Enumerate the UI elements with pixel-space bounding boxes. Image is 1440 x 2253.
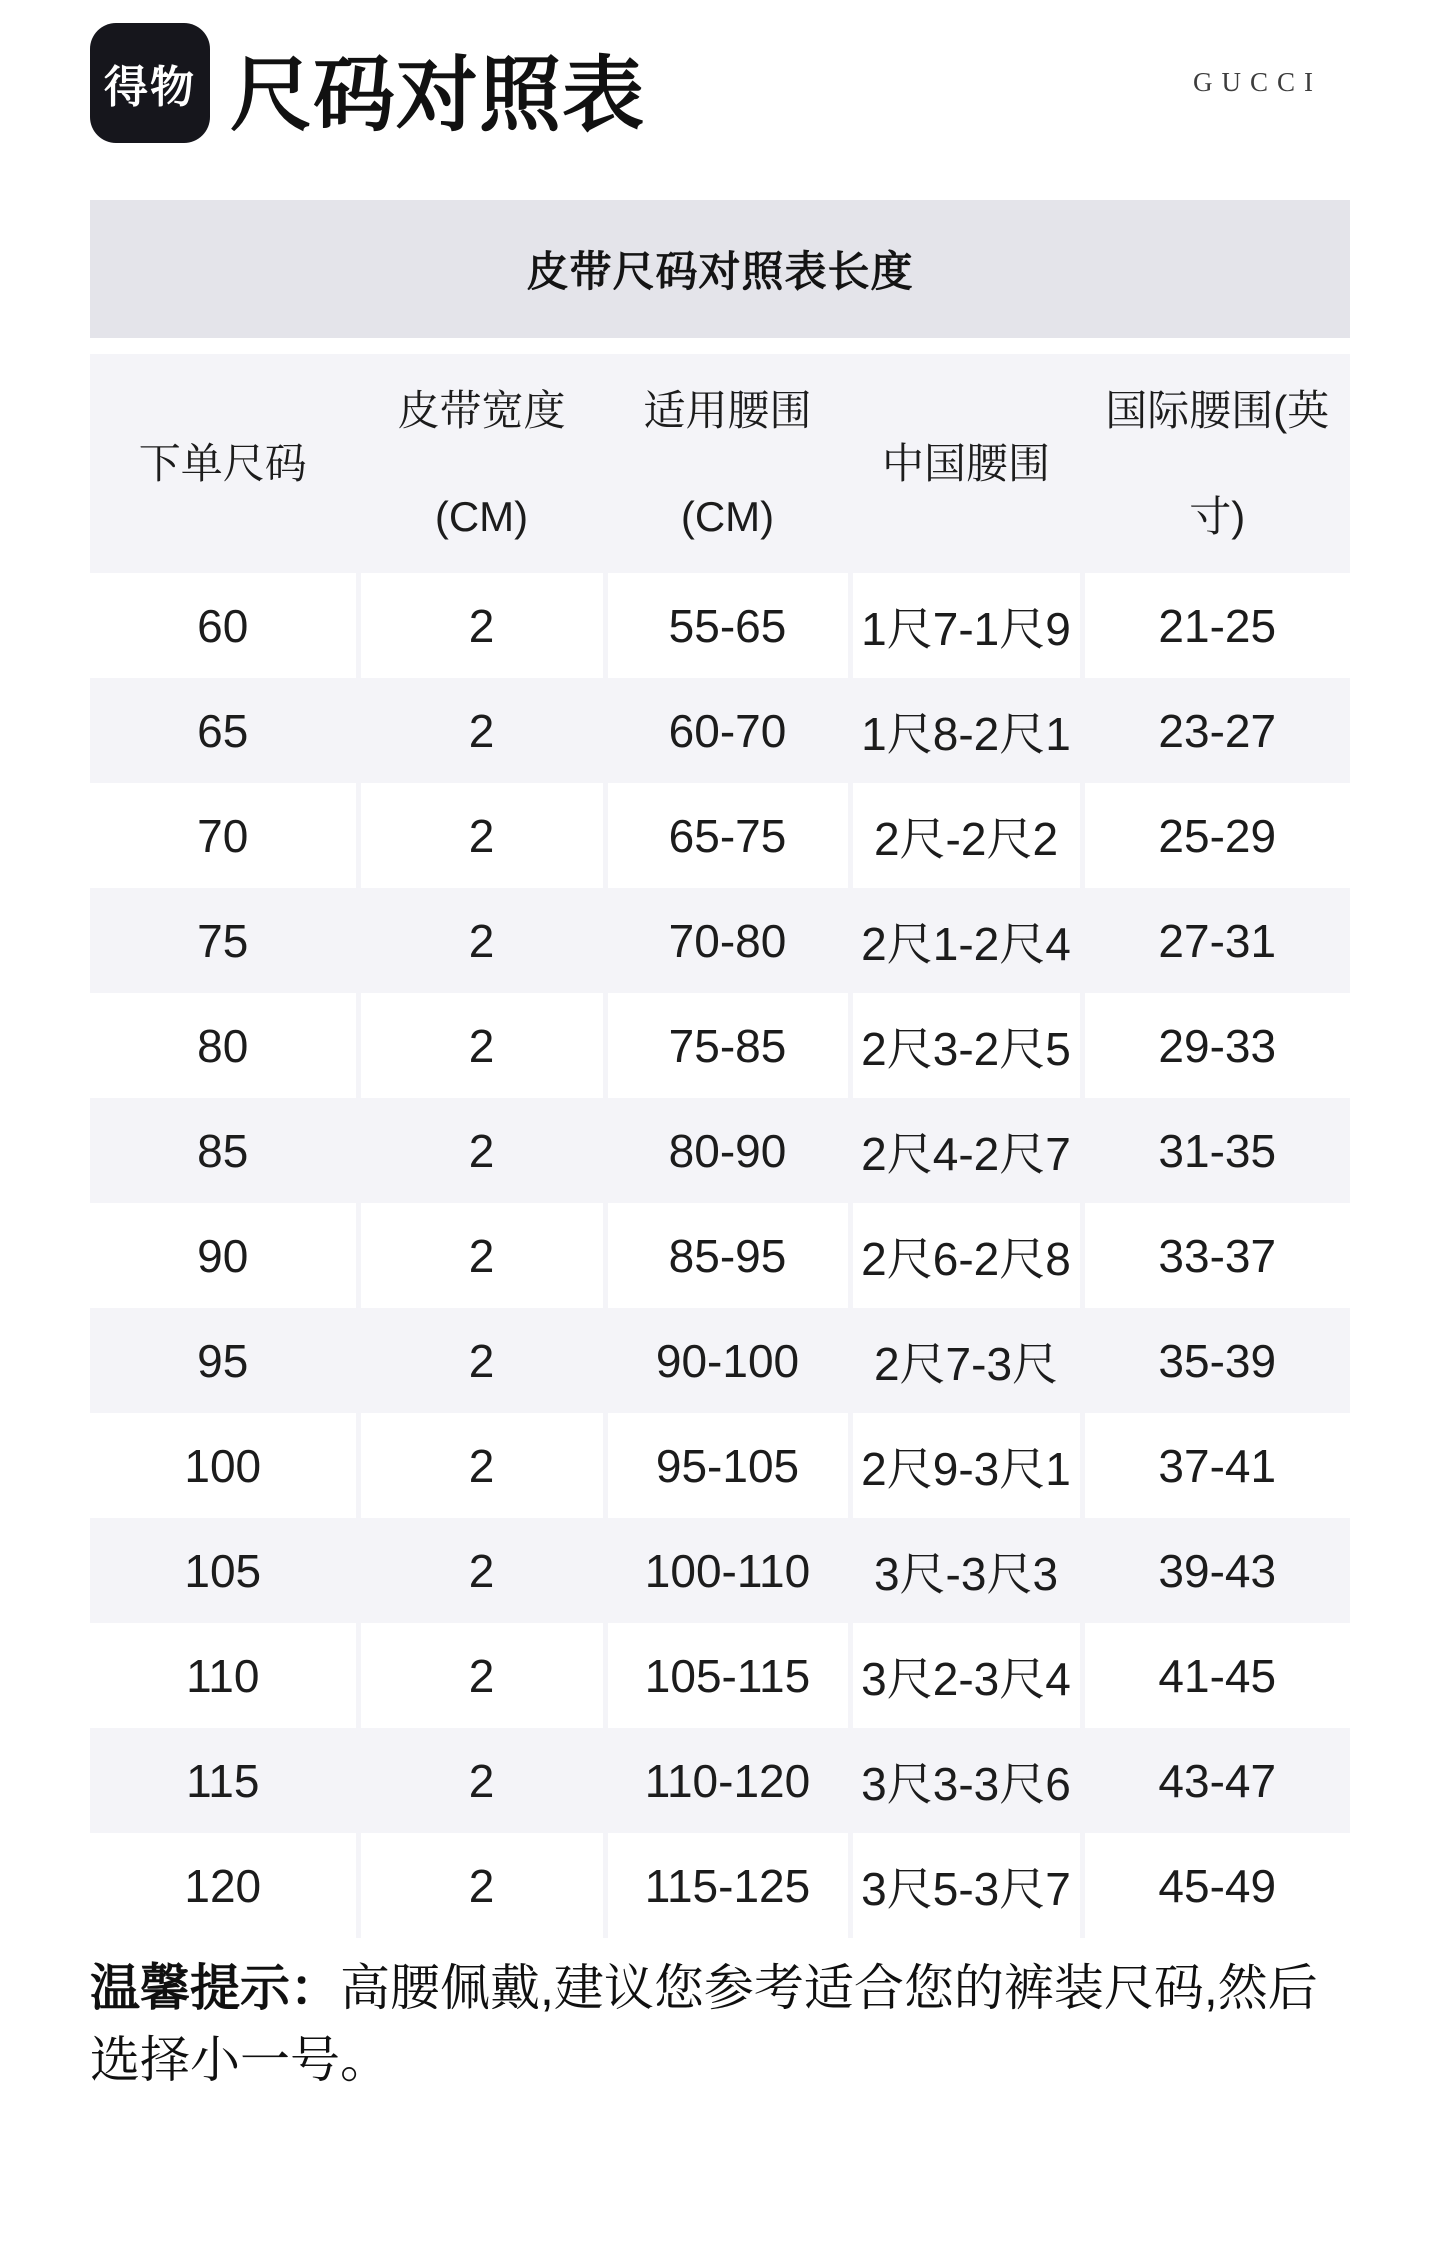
table-cell: 2 (358, 1518, 605, 1623)
table-row-70 (90, 783, 1350, 888)
table-cell: 65 (90, 678, 358, 783)
table-cell: 2 (358, 783, 605, 888)
table-cell: 1尺8-2尺1 (850, 678, 1082, 783)
table-cell: 27-31 (1158, 914, 1277, 967)
table-cell: 95-105 (605, 1413, 850, 1518)
table-cell: 3尺-3尺3 (850, 1518, 1082, 1623)
table-cell: 41-45 (1082, 1623, 1350, 1728)
col-header-fit-waist: 适用腰围 (CM) (605, 354, 850, 573)
table-cell: 100-110 (605, 1518, 850, 1623)
table-cell: 2 (358, 678, 605, 783)
table-banner-text: 皮带尺码对照表长度 (526, 248, 914, 295)
table-cell: 21-25 (1082, 573, 1350, 678)
table-cell: 90 (90, 1203, 358, 1308)
note-label: 温馨提示： (90, 1960, 340, 2016)
table-row-90 (90, 1203, 1350, 1308)
col-header-order-size: 下单尺码 (90, 354, 358, 573)
table-cell: 2 (358, 1203, 605, 1308)
dewu-logo (90, 23, 210, 143)
table-cell: 3尺2-3尺4 (850, 1623, 1082, 1728)
size-table (90, 354, 1350, 1938)
table-cell: 31-35 (1158, 1124, 1277, 1177)
brand-gucci: GUCCI (1192, 67, 1322, 97)
table-cell: 110-120 (605, 1728, 850, 1833)
table-cell: 33-37 (1082, 1203, 1350, 1308)
table-cell: 1尺7-1尺9 (850, 573, 1082, 678)
table-cell: 85-95 (605, 1203, 850, 1308)
table-cell: 115-125 (605, 1833, 850, 1938)
table-cell: 70 (90, 783, 358, 888)
table-row-95 (90, 1308, 1350, 1413)
table-row-60 (90, 573, 1350, 678)
table-cell: 120 (90, 1833, 358, 1938)
table-cell: 35-39 (1158, 1334, 1277, 1387)
table-cell: 60 (90, 573, 358, 678)
table-cell: 2 (358, 1308, 605, 1413)
table-cell: 115 (90, 1728, 358, 1833)
table-cell: 105-115 (605, 1623, 850, 1728)
table-cell: 2尺7-3尺 (850, 1308, 1082, 1413)
table-cell: 39-43 (1158, 1544, 1277, 1597)
table-cell: 95 (90, 1308, 358, 1413)
table-cell: 23-27 (1158, 704, 1277, 757)
table-cell: 29-33 (1082, 993, 1350, 1098)
note-text: 高腰佩戴,建议您参考适合您的裤装尺码,然后选择小一号。 (90, 1960, 1318, 2088)
table-row-115 (90, 1728, 1350, 1833)
col-header-belt-width: 皮带宽度 (CM) (358, 354, 605, 573)
table-cell: 2 (358, 1413, 605, 1518)
table-cell: 100 (90, 1413, 358, 1518)
table-cell: 70-80 (605, 888, 850, 993)
table-cell: 25-29 (1082, 783, 1350, 888)
table-cell: 37-41 (1082, 1413, 1350, 1518)
table-row-65 (90, 678, 1350, 783)
table-banner (90, 200, 1350, 338)
table-cell: 85 (90, 1098, 358, 1203)
table-cell: 3尺3-3尺6 (850, 1728, 1082, 1833)
table-cell: 2尺3-2尺5 (850, 993, 1082, 1098)
size-table-head (90, 354, 1350, 573)
header-row (90, 354, 1350, 573)
col-header-intl-waist: 国际腰围(英 寸) (1105, 386, 1330, 540)
table-row-80 (90, 993, 1350, 1098)
table-row-105 (90, 1518, 1350, 1623)
table-cell: 110 (90, 1623, 358, 1728)
table-cell: 80-90 (605, 1098, 850, 1203)
table-cell: 2 (358, 573, 605, 678)
dewu-logo-text: 得物 (104, 63, 196, 112)
table-row-120 (90, 1833, 1350, 1938)
table-cell: 45-49 (1082, 1833, 1350, 1938)
table-cell: 2 (358, 1623, 605, 1728)
table-cell: 2 (358, 1833, 605, 1938)
table-row-100 (90, 1413, 1350, 1518)
col-header-china-waist: 中国腰围 (850, 354, 1082, 573)
table-row-110 (90, 1623, 1350, 1728)
table-cell: 105 (90, 1518, 358, 1623)
table-cell: 3尺5-3尺7 (850, 1833, 1082, 1938)
table-cell: 2尺-2尺2 (850, 783, 1082, 888)
table-cell: 80 (90, 993, 358, 1098)
table-cell: 2 (358, 888, 605, 993)
table-cell: 2 (358, 1728, 605, 1833)
page-title: 尺码对照表 (230, 50, 646, 141)
table-cell: 2 (358, 1098, 605, 1203)
table-cell: 2尺1-2尺4 (850, 888, 1082, 993)
note (90, 1952, 1350, 2096)
table-cell: 2尺4-2尺7 (850, 1098, 1082, 1203)
table-cell: 43-47 (1158, 1754, 1277, 1807)
size-table-body (90, 573, 1350, 1938)
table-cell: 2尺9-3尺1 (850, 1413, 1082, 1518)
table-cell: 2尺6-2尺8 (850, 1203, 1082, 1308)
table-cell: 90-100 (605, 1308, 850, 1413)
table-cell: 75 (90, 888, 358, 993)
table-cell: 60-70 (605, 678, 850, 783)
header (90, 23, 1350, 143)
table-row-85 (90, 1098, 1350, 1203)
table-cell: 2 (358, 993, 605, 1098)
table-cell: 75-85 (605, 993, 850, 1098)
table-row-75 (90, 888, 1350, 993)
table-cell: 65-75 (605, 783, 850, 888)
table-cell: 55-65 (605, 573, 850, 678)
